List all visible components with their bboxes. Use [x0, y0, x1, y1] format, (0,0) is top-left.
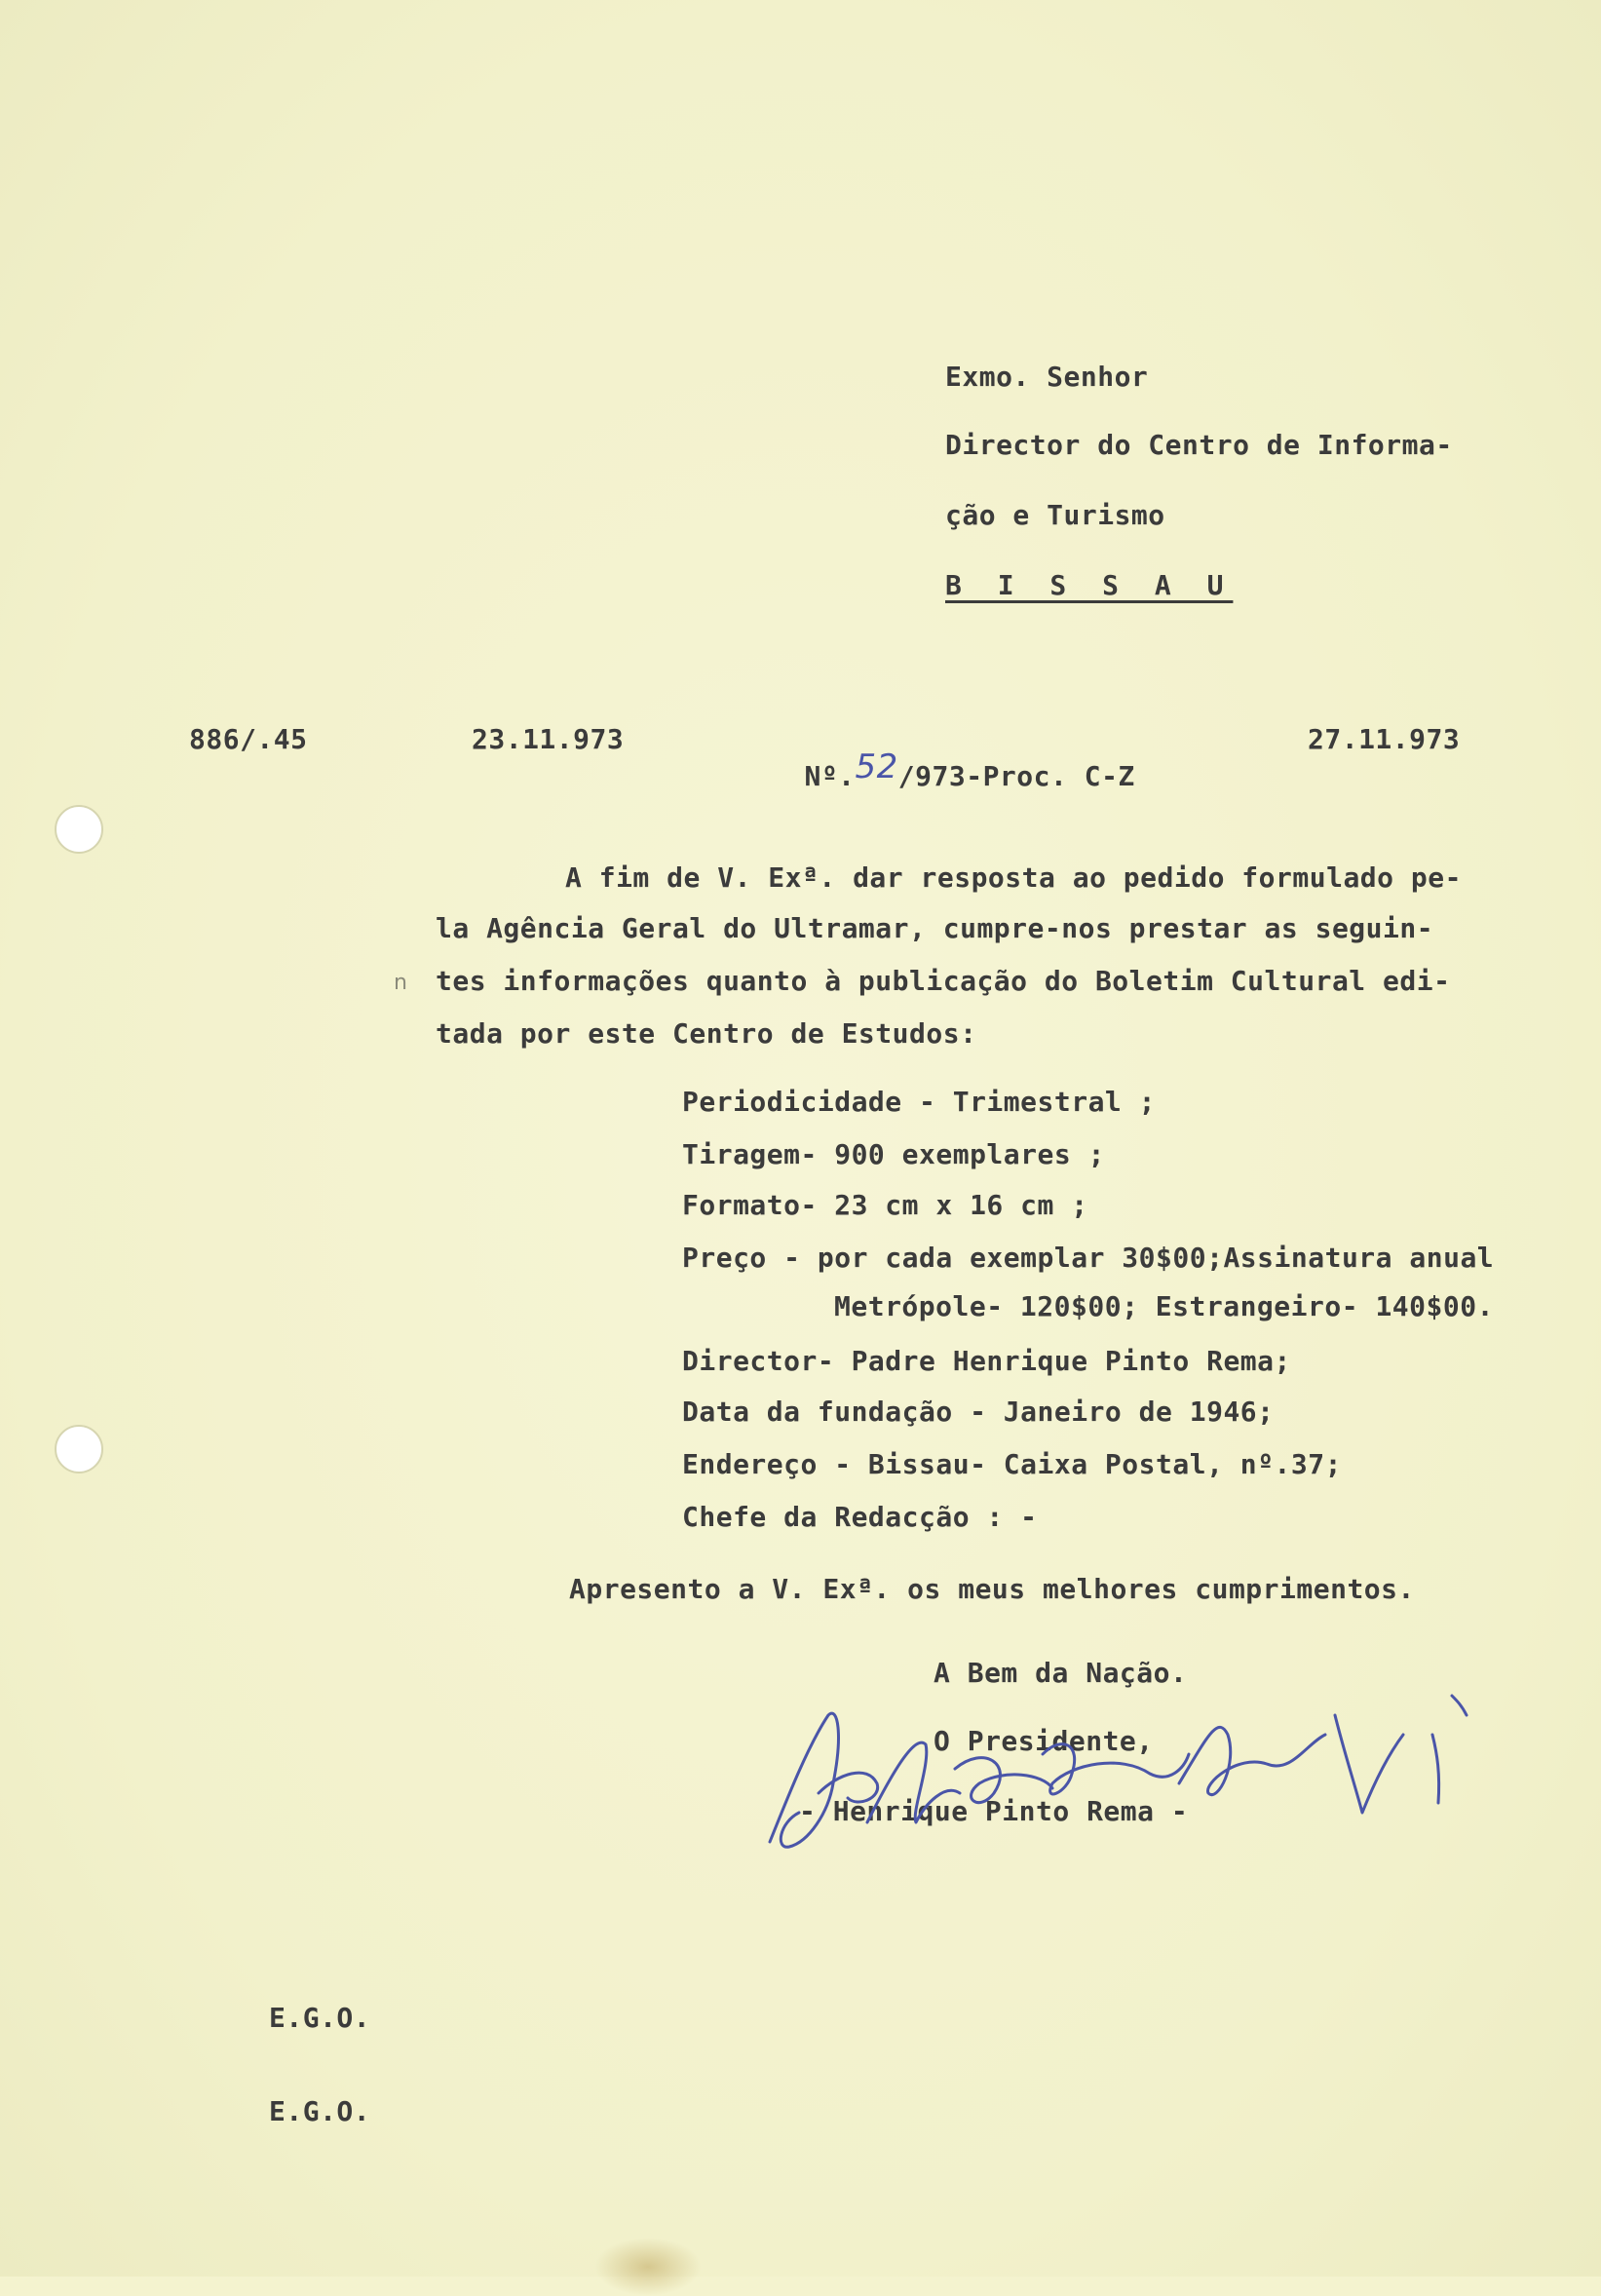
footer-initials-1: E.G.O.	[269, 2002, 371, 2034]
document-number-suffix: /973-Proc. C-Z	[897, 760, 1135, 792]
closing-line: Apresento a V. Exª. os meus melhores cumprimentos.	[569, 1573, 1415, 1605]
margin-mark: n	[394, 971, 407, 995]
punch-hole-bottom	[55, 1425, 103, 1473]
detail-foundation-date: Data da fundação - Janeiro de 1946;	[682, 1396, 1275, 1428]
reference-number: 886/.45	[189, 723, 308, 755]
addressee-salutation: Exmo. Senhor	[945, 361, 1149, 393]
document-number-handwritten: 52	[855, 747, 898, 786]
paper-stain	[594, 2238, 702, 2296]
detail-price-continued: Metrópole- 120$00; Estrangeiro- 140$00.	[834, 1290, 1494, 1322]
punch-hole-top	[55, 805, 103, 854]
document-date: 27.11.973	[1308, 723, 1461, 755]
detail-chief-editor: Chefe da Redacção : -	[682, 1501, 1038, 1533]
detail-price: Preço - por cada exemplar 30$00;Assinatura anual	[682, 1242, 1495, 1274]
document-number-prefix: Nº.	[804, 760, 856, 792]
document-number	[737, 723, 1135, 826]
reference-date: 23.11.973	[472, 723, 625, 755]
body-line-3: tes informações quanto à publicação do Boletim Cultural edi-	[436, 965, 1451, 997]
detail-format: Formato- 23 cm x 16 cm ;	[682, 1189, 1088, 1221]
footer-initials-2: E.G.O.	[269, 2095, 371, 2127]
salutation: A Bem da Nação.	[934, 1657, 1188, 1689]
signer-name: - Henrique Pinto Rema -	[799, 1795, 1189, 1827]
detail-periodicity: Periodicidade - Trimestral ;	[682, 1086, 1157, 1118]
body-line-2: la Agência Geral do Ultramar, cumpre-nos prestar as seguin-	[436, 912, 1434, 944]
addressee-title-line-2: ção e Turismo	[945, 499, 1165, 531]
detail-print-run: Tiragem- 900 exemplares ;	[682, 1138, 1105, 1170]
detail-director: Director- Padre Henrique Pinto Rema;	[682, 1345, 1291, 1377]
addressee-title-line-1: Director do Centro de Informa-	[945, 429, 1453, 461]
handwritten-signature	[750, 1676, 1491, 1891]
detail-address: Endereço - Bissau- Caixa Postal, nº.37;	[682, 1448, 1342, 1480]
body-line-1: A fim de V. Exª. dar resposta ao pedido formulado pe-	[565, 861, 1462, 894]
addressee-city: B I S S A U	[945, 569, 1234, 601]
signer-title: O Presidente,	[934, 1725, 1154, 1757]
body-line-4: tada por este Centro de Estudos:	[436, 1017, 977, 1050]
